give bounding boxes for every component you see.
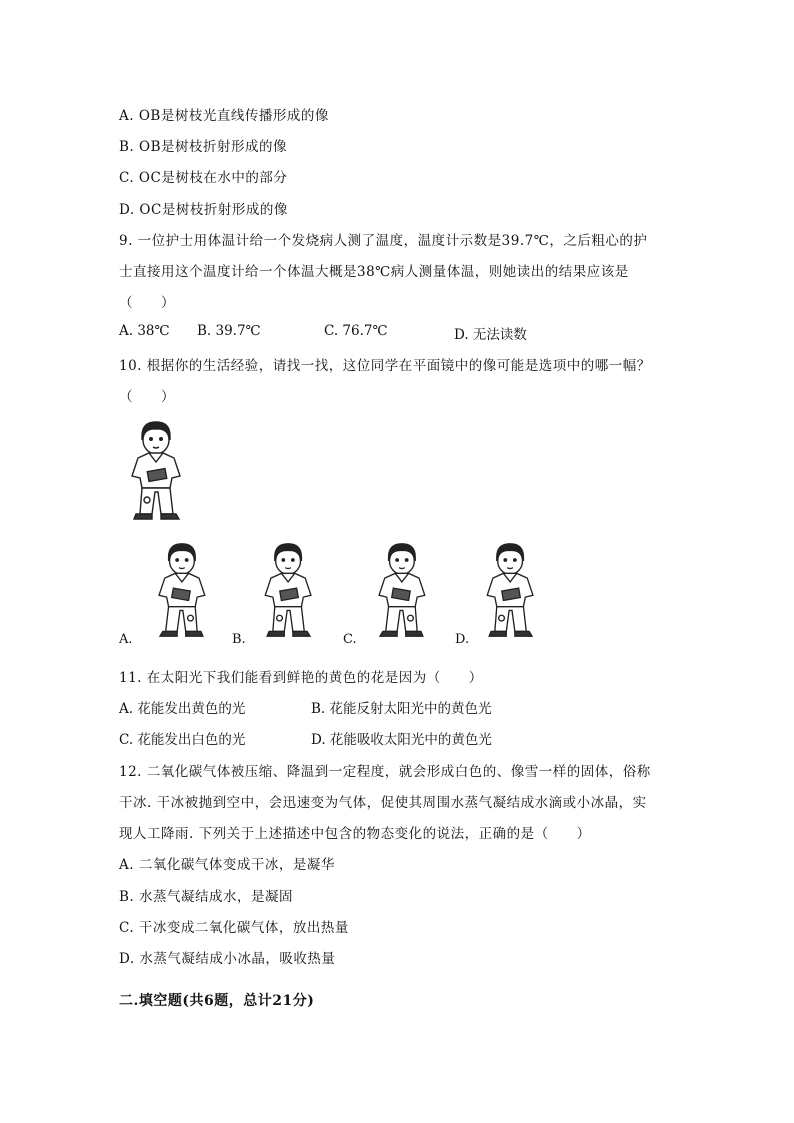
q9-answer-blank: （ ） (119, 295, 175, 311)
section-heading-fill-in-blank: 二.填空题(共6题，总计21分) (119, 993, 315, 1009)
q12-stem-line2: 干冰. 干冰被抛到空中，会迅速变为气体，促使其周围水蒸气凝结成水滴或小冰晶，实 (119, 795, 647, 811)
boy-option-a-figure (140, 540, 220, 640)
q10-answer-blank: （ ） (119, 389, 175, 405)
q11-option-d: D. 花能吸收太阳光中的黄色光 (311, 732, 492, 748)
q12-option-c: C. 干冰变成二氧化碳气体，放出热量 (119, 920, 349, 936)
boy-option-c-figure (360, 540, 440, 640)
q12-stem-line1: 12. 二氧化碳气体被压缩、降温到一定程度，就会形成白色的、像雪一样的固体，俗称 (119, 764, 651, 780)
q10-label-a: A. (119, 632, 133, 647)
q11-stem: 11. 在太阳光下我们能看到鲜艳的黄色的花是因为（ ） (119, 670, 483, 686)
q12-stem-line3: 现人工降雨. 下列关于上述描述中包含的物态变化的说法，正确的是（ ） (119, 826, 591, 842)
q8-option-a: A. OB是树枝光直线传播形成的像 (119, 108, 329, 124)
q12-option-b: B. 水蒸气凝结成水，是凝固 (119, 889, 294, 905)
boy-option-b-figure (250, 540, 330, 640)
q10-label-d: D. (455, 632, 470, 647)
q11-option-c: C. 花能发出白色的光 (119, 732, 246, 748)
q9-stem-line1: 9. 一位护士用体温计给一个发烧病人测了温度，温度计示数是39.7℃，之后粗心的护 (119, 233, 648, 249)
q9-option-d: D. 无法读数 (454, 327, 527, 343)
q12-option-a: A. 二氧化碳气体变成干冰，是凝华 (119, 857, 335, 873)
q11-options-row1 (119, 697, 639, 715)
q9-stem-line2: 士直接用这个温度计给一个体温大概是38℃病人测量体温，则她读出的结果应该是 (119, 264, 629, 280)
q11-options-row2 (119, 728, 639, 746)
boy-original-figure (118, 418, 198, 523)
q9-options (119, 323, 639, 341)
q9-option-c: C. 76.7℃ (324, 323, 388, 339)
q12-option-d: D. 水蒸气凝结成小冰晶，吸收热量 (119, 951, 336, 967)
q8-option-b: B. OB是树枝折射形成的像 (119, 139, 287, 155)
q10-stem-line1: 10. 根据你的生活经验，请找一找，这位同学在平面镜中的像可能是选项中的哪一幅？ (119, 358, 651, 374)
q9-option-b: B. 39.7℃ (197, 323, 261, 339)
q11-option-b: B. 花能反射太阳光中的黄色光 (311, 701, 492, 717)
q8-option-d: D. OC是树枝折射形成的像 (119, 202, 288, 218)
q10-label-b: B. (232, 632, 246, 647)
q9-option-a: A. 38℃ (119, 323, 170, 339)
boy-option-d-figure (472, 540, 552, 640)
q11-option-a: A. 花能发出黄色的光 (119, 701, 246, 717)
q8-option-c: C. OC是树枝在水中的部分 (119, 170, 288, 186)
q10-label-c: C. (343, 632, 357, 647)
